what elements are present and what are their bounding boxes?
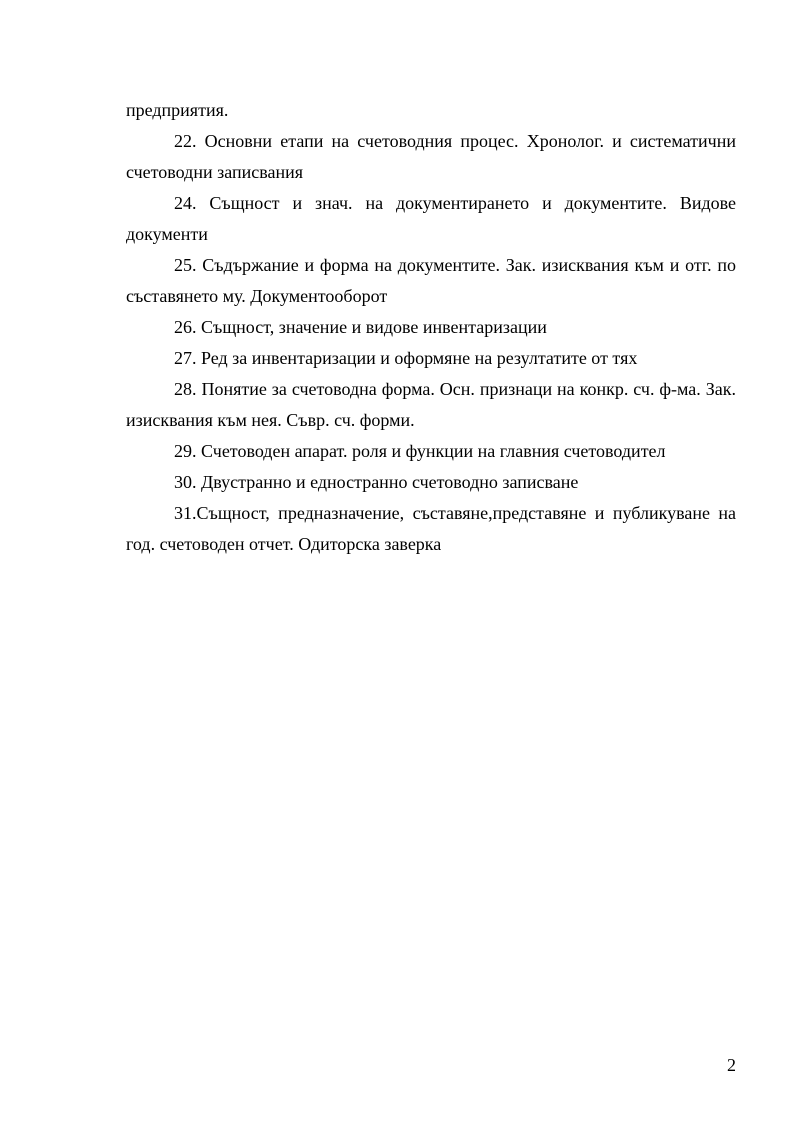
list-item: 30. Двустранно и едностранно счетоводно записване <box>174 472 579 492</box>
list-item: 22. Основни етапи на счетоводния процес. Хронолог. и систематични счетоводни записвания <box>126 131 736 182</box>
list-item: 29. Счетоводен апарат. роля и функции на главния счетоводител <box>174 441 666 461</box>
list-item: 25. Съдържание и форма на документите. Зак. изисквания към и отг. по съставянето му. Документооборот <box>126 255 736 306</box>
page-number: 2 <box>727 1055 736 1075</box>
list-item: 24. Същност и знач. на документирането и документите. Видове документи <box>126 193 736 244</box>
paragraph-continuation: предприятия. <box>126 100 229 120</box>
list-item: 31.Същност, предназначение, съставяне,представяне и публикуване на год. счетоводен отчет. Одиторска заверка <box>126 503 736 554</box>
list-item: 28. Понятие за счетоводна форма. Осн. признаци на конкр. сч. ф-ма. Зак. изисквания към нея. Съвр. сч. форми. <box>126 379 736 430</box>
list-item: 27. Ред за инвентаризации и оформяне на резултатите от тях <box>174 348 638 368</box>
document-body <box>126 95 736 560</box>
list-item: 26. Същност, значение и видове инвентаризации <box>174 317 547 337</box>
